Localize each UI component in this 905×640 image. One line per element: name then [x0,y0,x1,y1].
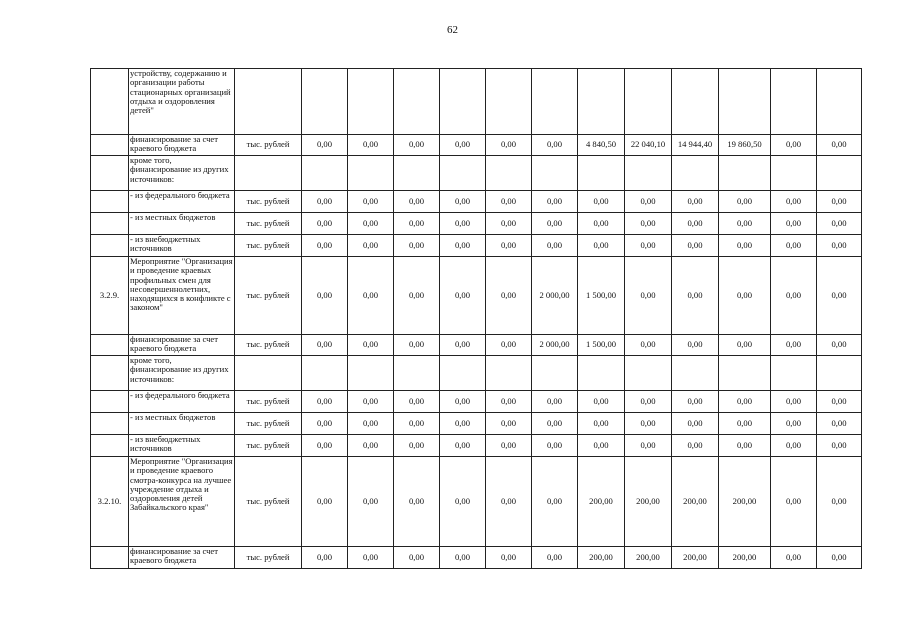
value-cell [625,356,672,391]
unit-cell: тыс. рублей [235,135,302,156]
value-cell [817,356,862,391]
code-cell [91,156,129,191]
name-cell: Мероприятие "Организация и проведение краевых профильных смен для несовершеннолетних, находящихся в конфликте с законом" [129,257,235,335]
value-cell: 0,00 [817,435,862,457]
value-cell: 0,00 [302,391,348,413]
value-cell: 0,00 [302,435,348,457]
value-cell: 0,00 [394,547,440,569]
value-cell [771,156,817,191]
value-cell: 0,00 [719,391,771,413]
value-cell: 0,00 [394,335,440,356]
value-cell: 0,00 [672,213,719,235]
code-cell [91,391,129,413]
name-cell: - из внебюджетных источников [129,435,235,457]
value-cell: 0,00 [578,235,625,257]
value-cell: 2 000,00 [532,335,578,356]
value-cell [394,156,440,191]
value-cell: 0,00 [532,457,578,547]
value-cell: 0,00 [394,235,440,257]
value-cell [719,156,771,191]
value-cell: 0,00 [486,391,532,413]
budget-table [90,68,862,569]
value-cell: 0,00 [440,257,486,335]
code-cell [91,69,129,135]
value-cell: 0,00 [440,335,486,356]
value-cell: 0,00 [302,213,348,235]
value-cell [625,156,672,191]
unit-cell [235,69,302,135]
name-cell: - из внебюджетных источников [129,235,235,257]
value-cell [348,356,394,391]
value-cell: 0,00 [302,457,348,547]
value-cell [719,69,771,135]
unit-cell: тыс. рублей [235,191,302,213]
name-cell: финансирование за счет краевого бюджета [129,135,235,156]
value-cell: 0,00 [817,257,862,335]
code-cell [91,435,129,457]
value-cell: 0,00 [302,547,348,569]
value-cell: 0,00 [348,235,394,257]
value-cell [440,356,486,391]
value-cell: 0,00 [348,547,394,569]
value-cell: 0,00 [719,257,771,335]
value-cell: 0,00 [440,547,486,569]
table-row [91,135,862,156]
value-cell [578,69,625,135]
table-row [91,191,862,213]
value-cell [348,69,394,135]
value-cell: 0,00 [672,335,719,356]
value-cell [348,156,394,191]
value-cell: 0,00 [348,257,394,335]
unit-cell: тыс. рублей [235,391,302,413]
table-row [91,69,862,135]
value-cell: 0,00 [578,413,625,435]
value-cell: 0,00 [771,191,817,213]
value-cell [672,356,719,391]
value-cell: 0,00 [440,191,486,213]
value-cell [440,156,486,191]
value-cell: 0,00 [532,235,578,257]
value-cell [771,69,817,135]
value-cell: 0,00 [625,413,672,435]
value-cell: 0,00 [394,391,440,413]
value-cell: 0,00 [486,213,532,235]
value-cell: 0,00 [486,435,532,457]
value-cell [486,69,532,135]
value-cell: 0,00 [771,391,817,413]
value-cell: 0,00 [440,391,486,413]
unit-cell: тыс. рублей [235,457,302,547]
value-cell: 0,00 [578,435,625,457]
table-row [91,257,862,335]
value-cell [486,356,532,391]
table-row [91,235,862,257]
value-cell: 0,00 [532,191,578,213]
value-cell: 0,00 [625,235,672,257]
code-cell: 3.2.9. [91,257,129,335]
value-cell: 0,00 [394,135,440,156]
unit-cell: тыс. рублей [235,413,302,435]
value-cell: 0,00 [348,391,394,413]
value-cell: 200,00 [672,457,719,547]
value-cell: 0,00 [348,213,394,235]
value-cell: 0,00 [817,457,862,547]
table-row [91,547,862,569]
table-row [91,213,862,235]
value-cell: 0,00 [348,435,394,457]
value-cell: 200,00 [578,547,625,569]
value-cell: 0,00 [625,213,672,235]
value-cell [771,356,817,391]
value-cell: 200,00 [719,457,771,547]
code-cell [91,191,129,213]
value-cell: 0,00 [672,391,719,413]
value-cell: 0,00 [532,547,578,569]
value-cell: 0,00 [532,391,578,413]
table-row [91,356,862,391]
table-row [91,391,862,413]
value-cell [719,356,771,391]
name-cell: - из местных бюджетов [129,213,235,235]
value-cell: 14 944,40 [672,135,719,156]
value-cell: 0,00 [578,191,625,213]
value-cell: 0,00 [348,191,394,213]
code-cell [91,135,129,156]
value-cell [486,156,532,191]
value-cell: 0,00 [719,191,771,213]
value-cell: 0,00 [486,235,532,257]
table-row [91,156,862,191]
value-cell: 0,00 [672,257,719,335]
name-cell: кроме того, финансирование из других источников: [129,156,235,191]
value-cell: 0,00 [625,335,672,356]
name-cell: устройству, содержанию и организации работы стационарных организаций отдыха и оздоровления детей" [129,69,235,135]
value-cell: 200,00 [625,457,672,547]
code-cell [91,235,129,257]
unit-cell [235,156,302,191]
value-cell: 0,00 [672,435,719,457]
name-cell: Мероприятие "Организация и проведение краевого смотра-конкурса на лучшее учреждение отдыха и оздоровления детей Забайкальского края" [129,457,235,547]
value-cell: 0,00 [394,457,440,547]
value-cell [394,69,440,135]
value-cell: 200,00 [578,457,625,547]
unit-cell: тыс. рублей [235,435,302,457]
value-cell: 0,00 [578,213,625,235]
value-cell: 1 500,00 [578,335,625,356]
value-cell: 0,00 [440,435,486,457]
value-cell: 0,00 [625,435,672,457]
value-cell [817,69,862,135]
value-cell: 0,00 [348,413,394,435]
value-cell: 0,00 [302,235,348,257]
value-cell: 0,00 [771,435,817,457]
value-cell: 0,00 [771,213,817,235]
name-cell: - из федерального бюджета [129,391,235,413]
value-cell: 0,00 [719,235,771,257]
value-cell [302,156,348,191]
value-cell: 22 040,10 [625,135,672,156]
value-cell: 0,00 [302,413,348,435]
value-cell: 0,00 [348,335,394,356]
value-cell: 0,00 [302,257,348,335]
value-cell: 0,00 [771,457,817,547]
value-cell: 0,00 [672,413,719,435]
value-cell: 0,00 [440,413,486,435]
value-cell: 0,00 [440,213,486,235]
value-cell [625,69,672,135]
value-cell [532,69,578,135]
value-cell: 2 000,00 [532,257,578,335]
value-cell: 0,00 [302,335,348,356]
value-cell: 0,00 [578,391,625,413]
value-cell: 0,00 [348,135,394,156]
value-cell: 0,00 [817,335,862,356]
name-cell: финансирование за счет краевого бюджета [129,547,235,569]
table-body [91,69,862,569]
value-cell: 0,00 [817,235,862,257]
value-cell: 0,00 [771,257,817,335]
name-cell: - из местных бюджетов [129,413,235,435]
value-cell [672,69,719,135]
name-cell: кроме того, финансирование из других источников: [129,356,235,391]
value-cell: 200,00 [719,547,771,569]
value-cell: 0,00 [719,435,771,457]
value-cell: 0,00 [440,235,486,257]
table-row [91,435,862,457]
value-cell: 0,00 [719,213,771,235]
value-cell: 19 860,50 [719,135,771,156]
table-row [91,457,862,547]
value-cell: 4 840,50 [578,135,625,156]
value-cell: 0,00 [719,335,771,356]
value-cell: 0,00 [817,413,862,435]
value-cell: 0,00 [817,391,862,413]
value-cell: 0,00 [394,413,440,435]
value-cell: 0,00 [672,191,719,213]
code-cell [91,547,129,569]
value-cell: 0,00 [625,191,672,213]
code-cell [91,356,129,391]
unit-cell: тыс. рублей [235,547,302,569]
value-cell [440,69,486,135]
value-cell: 0,00 [486,135,532,156]
value-cell: 0,00 [486,335,532,356]
value-cell: 0,00 [672,235,719,257]
value-cell: 0,00 [486,257,532,335]
value-cell: 0,00 [486,457,532,547]
value-cell [532,356,578,391]
table-row [91,335,862,356]
value-cell: 0,00 [771,135,817,156]
value-cell: 200,00 [625,547,672,569]
value-cell: 0,00 [771,413,817,435]
name-cell: финансирование за счет краевого бюджета [129,335,235,356]
value-cell: 0,00 [817,213,862,235]
unit-cell: тыс. рублей [235,257,302,335]
page-number: 62 [447,24,458,36]
value-cell: 0,00 [440,457,486,547]
value-cell [394,356,440,391]
code-cell [91,413,129,435]
value-cell: 0,00 [394,191,440,213]
value-cell [817,156,862,191]
code-cell [91,213,129,235]
value-cell: 1 500,00 [578,257,625,335]
value-cell: 0,00 [302,191,348,213]
value-cell: 0,00 [771,547,817,569]
value-cell: 0,00 [486,413,532,435]
value-cell [578,156,625,191]
value-cell: 0,00 [486,547,532,569]
value-cell [532,156,578,191]
value-cell [672,156,719,191]
value-cell: 0,00 [532,435,578,457]
value-cell: 0,00 [817,191,862,213]
value-cell: 0,00 [394,213,440,235]
value-cell: 0,00 [532,213,578,235]
unit-cell: тыс. рублей [235,235,302,257]
code-cell [91,335,129,356]
value-cell: 0,00 [348,457,394,547]
value-cell [302,69,348,135]
name-cell: - из федерального бюджета [129,191,235,213]
value-cell: 200,00 [672,547,719,569]
table-row [91,413,862,435]
value-cell: 0,00 [532,413,578,435]
code-cell: 3.2.10. [91,457,129,547]
value-cell [578,356,625,391]
value-cell: 0,00 [302,135,348,156]
value-cell: 0,00 [394,435,440,457]
value-cell: 0,00 [817,135,862,156]
unit-cell: тыс. рублей [235,213,302,235]
value-cell: 0,00 [771,335,817,356]
value-cell: 0,00 [394,257,440,335]
value-cell: 0,00 [625,391,672,413]
value-cell: 0,00 [532,135,578,156]
value-cell: 0,00 [771,235,817,257]
value-cell: 0,00 [486,191,532,213]
unit-cell: тыс. рублей [235,335,302,356]
unit-cell [235,356,302,391]
value-cell: 0,00 [625,257,672,335]
value-cell: 0,00 [440,135,486,156]
value-cell: 0,00 [719,413,771,435]
value-cell [302,356,348,391]
value-cell: 0,00 [817,547,862,569]
